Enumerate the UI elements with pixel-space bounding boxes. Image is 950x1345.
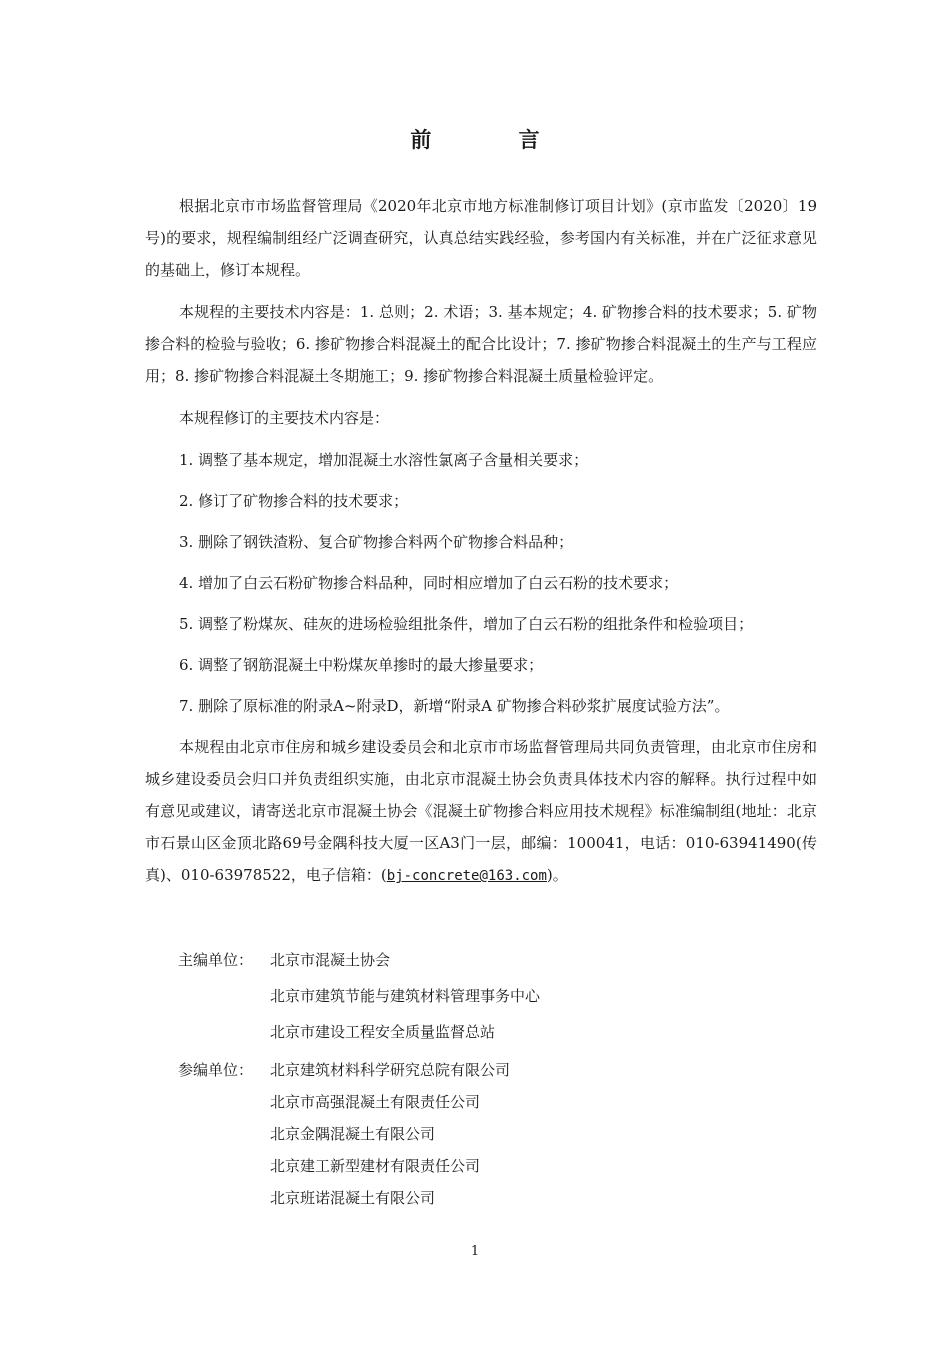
paragraph-management	[145, 731, 817, 892]
management-text: 本规程由北京市住房和城乡建设委员会和北京市市场监督管理局共同负责管理，由北京市住房和城乡建设委员会归口并负责组织实施，由北京市混凝土协会负责具体技术内容的解释。执行过程中如有意见或建议，请寄送北京市混凝土协会《混凝土矿物掺合料应用技术规程》标准编制组(地址：北京市石景山区金顶北路69号金隅科技大厦一区A3门一层，邮编：100041，电话：010-63941490(传真)、010-63978522，电子信箱：(	[145, 738, 817, 884]
unit-item: 北京建工新型建材有限责任公司	[270, 1157, 481, 1175]
participating-units-label: 参编单位：	[178, 1061, 254, 1079]
unit-item: 北京市建设工程安全质量监督总站	[270, 1023, 496, 1041]
revision-list	[145, 444, 817, 722]
paragraph-main-content: 本规程的主要技术内容是：1. 总则；2. 术语；3. 基本规定；4. 矿物掺合料的技术要求；5. 矿物掺合料的检验与验收；6. 掺矿物掺合料混凝土的配合比设计；7. 掺矿物掺合料混凝土的生产与工程应用；8. 掺矿物掺合料混凝土冬期施工；9. 掺矿物掺合料混凝土质量检验评定。	[145, 303, 817, 385]
revision-item: 4. 增加了白云石粉矿物掺合料品种，同时相应增加了白云石粉的技术要求；	[179, 574, 679, 592]
email-link[interactable]: bj-concrete@163.com	[386, 868, 547, 884]
participating-units-list	[270, 1054, 818, 1214]
revision-item: 3. 删除了钢铁渣粉、复合矿物掺合料两个矿物掺合料品种；	[179, 533, 574, 551]
revision-item: 7. 删除了原标准的附录A~附录D，新增“附录A 矿物掺合料砂浆扩展度试验方法”。	[179, 697, 730, 715]
management-text-end: )。	[546, 866, 568, 884]
unit-item: 北京建筑材料科学研究总院有限公司	[270, 1061, 511, 1079]
participating-units	[178, 1054, 818, 1214]
unit-item: 北京市高强混凝土有限责任公司	[270, 1093, 481, 1111]
unit-item: 北京市建筑节能与建筑材料管理事务中心	[270, 987, 541, 1005]
paragraph-background: 根据北京市市场监督管理局《2020年北京市地方标准制修订项目计划》(京市监发〔2020〕19号)的要求，规程编制组经广泛调查研究，认真总结实践经验，参考国内有关标准，并在广泛征求意见的基础上，修订本规程。	[145, 197, 817, 279]
main-units	[178, 942, 818, 1050]
revision-item: 2. 修订了矿物掺合料的技术要求；	[179, 492, 409, 510]
page-title: 前 言	[410, 127, 580, 152]
unit-item: 北京市混凝土协会	[270, 951, 391, 969]
paragraph-revision-intro: 本规程修订的主要技术内容是：	[179, 409, 390, 427]
main-units-label: 主编单位：	[178, 951, 254, 969]
revision-item: 1. 调整了基本规定，增加混凝土水溶性氯离子含量相关要求；	[179, 451, 589, 469]
page-number: 1	[470, 1244, 480, 1259]
unit-item: 北京班诺混凝土有限公司	[270, 1189, 436, 1207]
unit-item: 北京金隅混凝土有限公司	[270, 1125, 436, 1143]
revision-item: 6. 调整了钢筋混凝土中粉煤灰单掺时的最大掺量要求；	[179, 656, 544, 674]
revision-item: 5. 调整了粉煤灰、硅灰的进场检验组批条件，增加了白云石粉的组批条件和检验项目；	[179, 615, 754, 633]
main-units-list	[270, 942, 818, 1050]
units-section	[178, 942, 818, 1214]
preface-body	[145, 190, 817, 902]
